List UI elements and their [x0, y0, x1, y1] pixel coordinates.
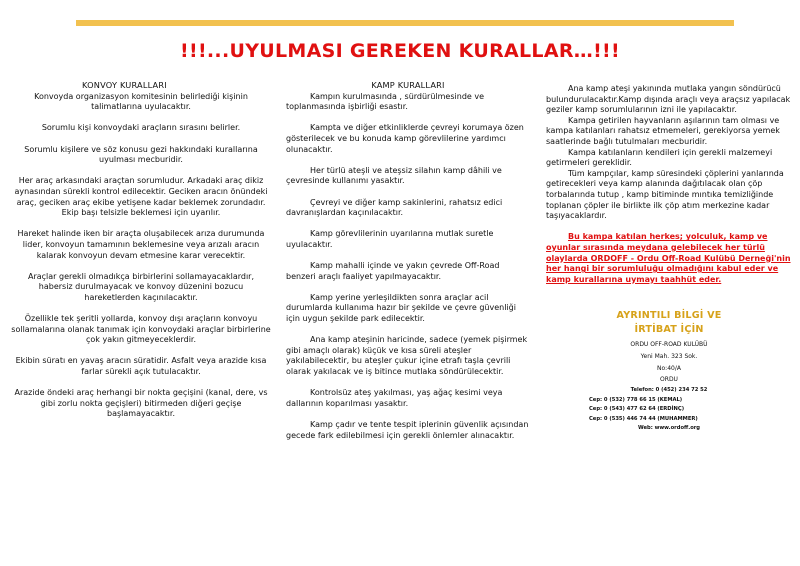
camp-rule: Kamp yerine yerleşildikten sonra araçlar acil durumlarda kullanıma hazır bir şekilde ve çevre güvenliği için uygun şekilde park edilecektir.: [286, 292, 516, 324]
liability-notice: Bu kampa katılan herkes; yolculuk, kamp ve oyunlar sırasında meydana gelebilecek her türlü olaylarda ORDOFF - Ordu Off-Road Kulübü Derneği'nin her hangi bir sorumluluğu olmadığını kabul eder ve kamp kurallarına uymayı taahhüt eder.: [546, 232, 791, 284]
camp-rules-column: [286, 80, 530, 452]
top-rule: [76, 20, 734, 26]
convoy-rule: Özellikle tek şeritli yollarda, konvoy dışı araçların konvoyu sollamalarına olanak tanımak için konvoydaki araçlar birbirlerine çok yakın gitmeyeceklerdir.: [11, 314, 271, 345]
convoy-rules-column: [10, 80, 272, 431]
camp-rule: Kampa getirilen hayvanların aşılarının tam olması ve kampa katılanları rahatsız etmemeleri, gerekiyorsa yemek saatlerinde bağlı tutulmaları mecburidir.: [546, 115, 780, 146]
camp-rule: Ana kamp ateşi yakınında mutlaka yangın söndürücü bulundurulacaktır.Kamp dışında araçlı veya araçsız yapılacak geziler kamp sorumlularının izni ile yapılacaktır.: [546, 84, 791, 115]
convoy-rule: Araçlar gerekli olmadıkça birbirlerini sollamayacaklardır, habersiz durulmayacak ve konvoy düzenini bozucu hareketlerden kaçınılacaktır.: [27, 271, 255, 302]
camp-rule: Ana kamp ateşinin haricinde, sadece (yemek pişirmek gibi amaçlı olarak) küçük ve kısa süreli ateşler yakılabilecektir, bu ateşler çukur içine etrafı taşla çevrili olarak yakılacak ve iş bitince mutlaka söndürülecektir.: [286, 335, 528, 377]
camp-rule: Kampta ve diğer etkinliklerde çevreyi korumaya özen gösterilecek ve bu konuda kamp görevlilerine yardımcı olunacaktır.: [286, 123, 524, 154]
convoy-rule: Hareket halinde iken bir araçta oluşabilecek arıza durumunda lider, konvoyun tamamının beklemesine veya arızalı aracın kalarak konvoyun devam etmesine karar verecektir.: [17, 229, 265, 260]
camp-rule: Kamp mahalli içinde ve yakın çevrede Off-Road benzeri araçlı faaliyet yapılmayacaktır.: [286, 261, 500, 281]
phone-number: Cep: 0 (532) 778 66 15 (KEMAL): [589, 396, 683, 403]
phone-number: Cep: 0 (535) 446 74 44 (MUHAMMER): [589, 415, 698, 422]
convoy-rule: Sorumlu kişilere ve söz konusu gezi hakkındaki kurallarına uyulması mecburidir.: [24, 144, 258, 165]
website: Web: www.ordoff.org: [637, 425, 701, 432]
convoy-rule: Ekibin süratı en yavaş aracın süratidir. Asfalt veya arazide kısa farlar sürekli açık tutulacaktır.: [15, 356, 267, 377]
camp-rule: Her türlü ateşli ve ateşsiz silahın kamp dâhili ve çevresinde kullanımı yasaktır.: [286, 165, 502, 186]
camp-rule: Kontrolsüz ateş yakılması, yaş ağaç kesimi veya dallarının koparılması yasaktır.: [286, 388, 503, 408]
camp-rules-heading: KAMP KURALLARI: [371, 80, 445, 90]
camp-rule: Kampa katılanların kendileri için gerekli malzemeyi getirmeleri gereklidir.: [546, 147, 773, 168]
page-title: !!!...UYULMASI GEREKEN KURALLAR…!!!: [180, 40, 620, 62]
contact-block: [546, 309, 792, 433]
club-name: ORDU OFF-ROAD KULÜBÜ: [630, 341, 708, 349]
phone-number: Telefon: 0 (452) 234 72 52: [630, 387, 708, 394]
address-line: Yeni Mah. 323 Sok.: [640, 352, 698, 360]
camp-rules-continued-column: [546, 84, 792, 434]
camp-rule: Kampın kurulmasında , sürdürülmesinde ve toplanmasında işbirliği esastır.: [286, 91, 485, 112]
address-line: No:40/A: [657, 364, 681, 372]
convoy-rule: Konvoyda organizasyon komitesinin belirlediği kişinin talimatlarına uyulacaktır.: [34, 91, 248, 112]
camp-rule: Kamp çadır ve tente tespit iplerinin güvenlik açısından gecede fark edilebilmesi için gerekli önlemler alınacaktır.: [286, 420, 529, 440]
city: ORDU: [660, 376, 678, 384]
camp-rule: Kamp görevlilerinin uyarılarına mutlak suretle uyulacaktır.: [286, 229, 494, 249]
convoy-rule: Sorumlu kişi konvoydaki araçların sırasını belirler.: [41, 123, 241, 133]
phone-number: Cep: 0 (543) 477 62 64 (ERDİNÇ): [589, 406, 685, 413]
camp-rule: Tüm kampçılar, kamp süresindeki çöplerini yanlarında getirecekleri veya kamp alanında dağıtılacak olan çöp torbalarında tutup , kamp bitiminde mıntıka temizliğinde toplanan çöpler ile birlikte ilk çöp atım merkezine kadar taşıyacaklardır.: [546, 168, 784, 221]
camp-rule: Çevreyi ve diğer kamp sakinlerini, rahatsız edici davranışlardan kaçınılacaktır.: [286, 197, 503, 218]
contact-title: AYRINTILI BİLGİ VE İRTİBAT İÇİN: [616, 310, 722, 336]
convoy-rule: Arazide öndeki araç herhangi bir nokta geçişini (kanal, dere, vs gibi zorlu nokta geçişleri) bitirmeden diğeri geçişe başlamayacaktır.: [14, 388, 268, 419]
convoy-rule: Her araç arkasındaki araçtan sorumludur. Arkadaki araç dikiz aynasından sürekli kontrol edilecektir. Geciken aracın önündeki araç, geciken araç ekibe yetişene kadar beklemek zorundadır. Ekip başı telsizle beklemesi için uyarılır.: [14, 176, 268, 218]
phone-list: [589, 386, 749, 424]
convoy-rules-heading: KONVOY KURALLARI: [82, 80, 167, 90]
